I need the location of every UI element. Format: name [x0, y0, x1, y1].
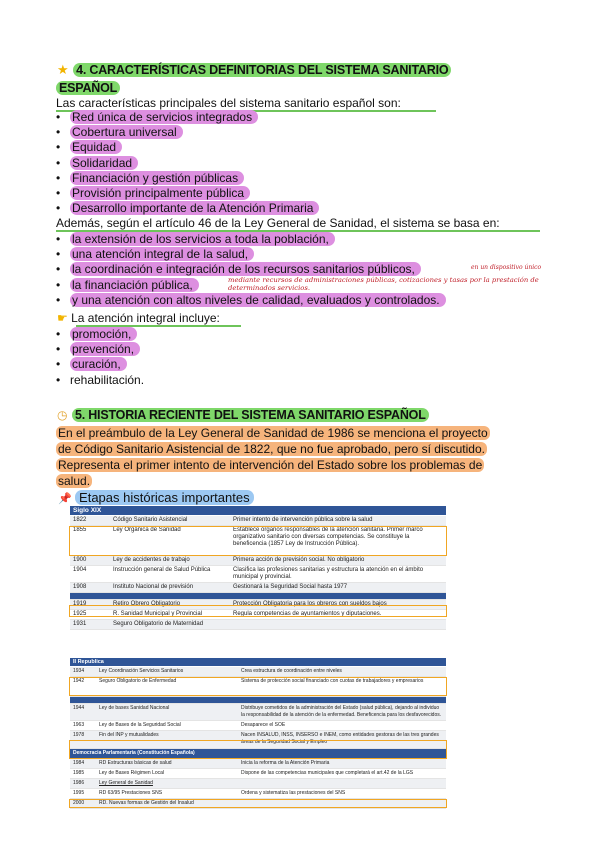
table-row: 1925 R. Sanidad Municipal y Provincial Regula competencias de ayuntamientos y diputaciones.: [70, 610, 446, 620]
table-row: 1908 Instituto Nacional de previsión Gestionará la Seguridad Social hasta 1977: [70, 583, 446, 593]
table1-header: Siglo XIX: [70, 506, 446, 515]
table-row: 1900 Ley de accidentes de trabajo Primera acción de previsión social. No obligatorio: [70, 556, 446, 566]
list-item: • Desarrollo importante de la Atención Primaria: [70, 201, 319, 216]
list-item: • rehabilitación.: [70, 373, 144, 388]
highlight-box-1978: [69, 740, 447, 759]
list-item: • la extensión de los servicios a toda la población,: [70, 232, 446, 247]
table-row: 1904 Instrucción general de Salud Pública Clasifica las profesiones sanitarias y estructura la atención en el ámbito municipal y provincial.: [70, 566, 446, 583]
table-row: 1995 RD 63/95 Prestaciones SNS Ordena y sistematiza las prestaciones del SNS: [70, 789, 446, 799]
table-row: 1984 RD Estructuras básicas de salud Inicia la reforma de la Atención Primaria: [70, 759, 446, 769]
table2-header: II Republica: [70, 658, 446, 666]
table-subheader: Democracia Parlamentaria (Constitución Española): [70, 749, 446, 759]
list-item: • la financiación pública,: [70, 278, 446, 293]
stages-title: 📌 Etapas históricas importantes: [58, 490, 254, 507]
highlight-box-1919: [69, 605, 447, 617]
table-row: 1978 Fin del INP y mutualidades Nacen INSALUD, INSS, INSERSO e INEM, como entidades gestoras de las tres grandes áreas de la Seguridad Social y Empleo: [70, 731, 446, 749]
characteristics-list: [70, 110, 319, 216]
law-list: [70, 232, 446, 308]
table-row: [70, 697, 446, 704]
list-item: • prevención,: [70, 342, 144, 357]
integral-list: [70, 327, 144, 388]
section5-title: ◷ 5. HISTORIA RECIENTE DEL SISTEMA SANITARIO ESPAÑOL: [57, 406, 429, 424]
list-item: • una atención integral de la salud,: [70, 247, 446, 262]
table-row: 2000 RD. Nuevas formas de Gestión del Insalud: [70, 799, 446, 809]
table-row: 1919 Retiro Obrero Obligatorio Protección Obligatoria para los obreros con sueldos bajos: [70, 600, 446, 610]
list-item: • Solidaridad: [70, 156, 319, 171]
highlight-box-1986: [69, 799, 447, 808]
table-row: [70, 593, 446, 600]
table-row: 1942 Seguro Obligatorio de Enfermedad Sistema de protección social financiado con cuotas de trabajadores y empresarios: [70, 677, 446, 697]
history-paragraph: En el preámbulo de la Ley General de Sanidad de 1986 se menciona el proyecto de Código Sanitario Asistencial de 1822, que no fue aprobado, pero sí discutido. Representa el primer intento de intervención del Estado sobre los problemas de salud.: [58, 426, 488, 488]
table-row: 1986 Ley General de Sanidad: [70, 779, 446, 789]
table-row: 1934 Ley Coordinación Servicios Sanitarios Crea estructura de coordinación entre niveles: [70, 667, 446, 677]
table-row: 1963 Ley de Bases de la Seguridad Social Desaparece el SOE: [70, 721, 446, 731]
star-icon: ★: [57, 62, 69, 77]
law-intro: Además, según el artículo 46 de la Ley General de Sanidad, el sistema se basa en:: [56, 216, 500, 230]
section4-title-line2: ESPAÑOL: [56, 79, 120, 97]
handwritten-note-coordination: en un dispositivo único: [471, 264, 542, 271]
table-row: 1985 Ley de Bases Régimen Local Dispone de las competencias municipales que completará el art.42 de la LGS: [70, 769, 446, 779]
section4-title: ★ 4. CARACTERÍSTICAS DEFINITORIAS DEL SISTEMA SANITARIO: [57, 61, 537, 79]
pointing-hand-icon: ☛: [57, 311, 68, 325]
table-row: 1855 Ley Orgánica de Sanidad Establece órganos responsables de la atención sanitaria. Primer marco organizativo sanitario con diversas competencias. Se constituye la beneficencia (1857 Ley de Instrucción Pública).: [70, 526, 446, 556]
list-item: • Financiación y gestión públicas: [70, 171, 319, 186]
pushpin-icon: 📌: [58, 493, 72, 505]
integral-intro: ☛ La atención integral incluye:: [57, 311, 220, 325]
handwritten-note-financing: mediante recursos de administraciones públicas, cotizaciones y tasas por la prestación de determinados servicios.: [228, 276, 539, 292]
table-row: 1944 Ley de bases Sanidad Nacional Distribuye cometidos de la administración del Estado (salud pública), dejando al individuo la responsabilidad de la atención de la enfermedad. Beneficencia para los desfavorecidos.: [70, 704, 446, 721]
table-row: 1931 Seguro Obligatorio de Maternidad: [70, 620, 446, 630]
list-item: • y una atención con altos niveles de calidad, evaluados y controlados.: [70, 293, 446, 308]
list-item: • Provisión principalmente pública: [70, 186, 319, 201]
list-item: • Equidad: [70, 140, 319, 155]
list-item: • Red única de servicios integrados: [70, 110, 319, 125]
table-row: 1822 Código Sanitario Asistencial Primer intento de intervención pública sobre la salud: [70, 516, 446, 526]
highlight-box-1942: [69, 677, 447, 696]
list-item: • la coordinación e integración de los recursos sanitarios públicos,: [70, 262, 446, 277]
list-item: • curación,: [70, 357, 144, 372]
list-item: • Cobertura universal: [70, 125, 319, 140]
clock-icon: ◷: [57, 408, 68, 422]
characteristics-intro: Las características principales del sistema sanitario español son:: [56, 96, 401, 110]
list-item: • promoción,: [70, 327, 144, 342]
highlight-box-1855: [69, 526, 447, 556]
